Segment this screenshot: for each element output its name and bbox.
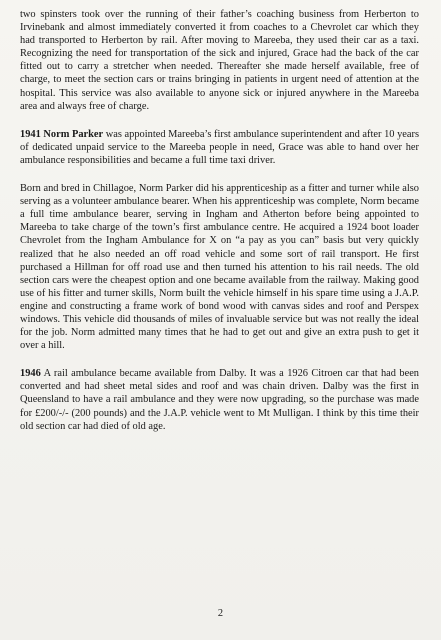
paragraph-lead: 1941 Norm Parker <box>20 128 104 140</box>
paragraph-grace-taxi <box>20 8 419 113</box>
paragraph-rail-ambulance-1946 <box>20 367 419 432</box>
page-number: 2 <box>217 608 224 619</box>
paragraph-lead: 1946 <box>20 368 41 380</box>
paragraph-text: A rail ambulance became available from Dalby. It was a 1926 Citroen car that had been converted and had sheet metal sides and roof and was chain driven. Dalby was the first in Queensland to have a rail ambulance and they were now upgrading, so the purchase was made for £200/-/- (200 pounds) and the J.A.P. vehicle went to Mt Mulligan. I think by this time their old section car had died of old age. <box>20 368 419 432</box>
paragraph-norm-parker-background <box>20 182 419 352</box>
paragraph-text: Born and bred in Chillagoe, Norm Parker did his apprenticeship as a fitter and turner while also serving as a volunteer ambulance bearer. When his apprenticeship was complete, Norm became a full time ambulance bearer, serving in Ingham and Atherton before being appointed to Mareeba to take charge of the town’s first ambulance centre. He acquired a 1924 boot loader Chevrolet from the Ingham Ambulance for X on “a pay as you can” basis but very quickly realized that he also needed an off road vehicle and some sort of rail transport. He first purchased a Hillman for off road use and then turned his attention to his rail needs. The old section cars were the cheapest option and one became available from the railway. Making good use of his fitter and turner skills, Norm built the vehicle himself in his spare time using a J.A.P. engine and constructing a frame work of bond wood with canvas sides and roof and Perspex windows. This vehicle did thousands of miles of invaluable service but was not really the ideal for the job. Norm admitted many times that he had to get out and give an extra push to get it over a hill. <box>20 183 419 352</box>
paragraph-text: was appointed Mareeba’s first ambulance superintendent and after 10 years of dedicated unpaid service to the Mareeba people in need, Grace was able to hand over her ambulance responsibilities and became a full time taxi driver. <box>20 128 420 166</box>
paragraph-norm-parker-appointed <box>20 128 419 167</box>
paragraph-text: two spinsters took over the running of their father’s coaching business from Herberton to Irvinebank and almost immediately converted it from coaches to a Chevrolet car which they had transported to Herberton by rail. After moving to Mareeba, they used their car as a taxi. Recognizing the need for transportation of the sick and injured, Grace had the back of the car fitted out to carry a stretcher when needed. Thereafter she made herself available, free of charge, to meet the section cars or trains bringing in patients in urgent need of attention at the hospital. This service was also available to anyone sick or injured anywhere in the Mareeba area and always free of charge. <box>20 9 419 112</box>
